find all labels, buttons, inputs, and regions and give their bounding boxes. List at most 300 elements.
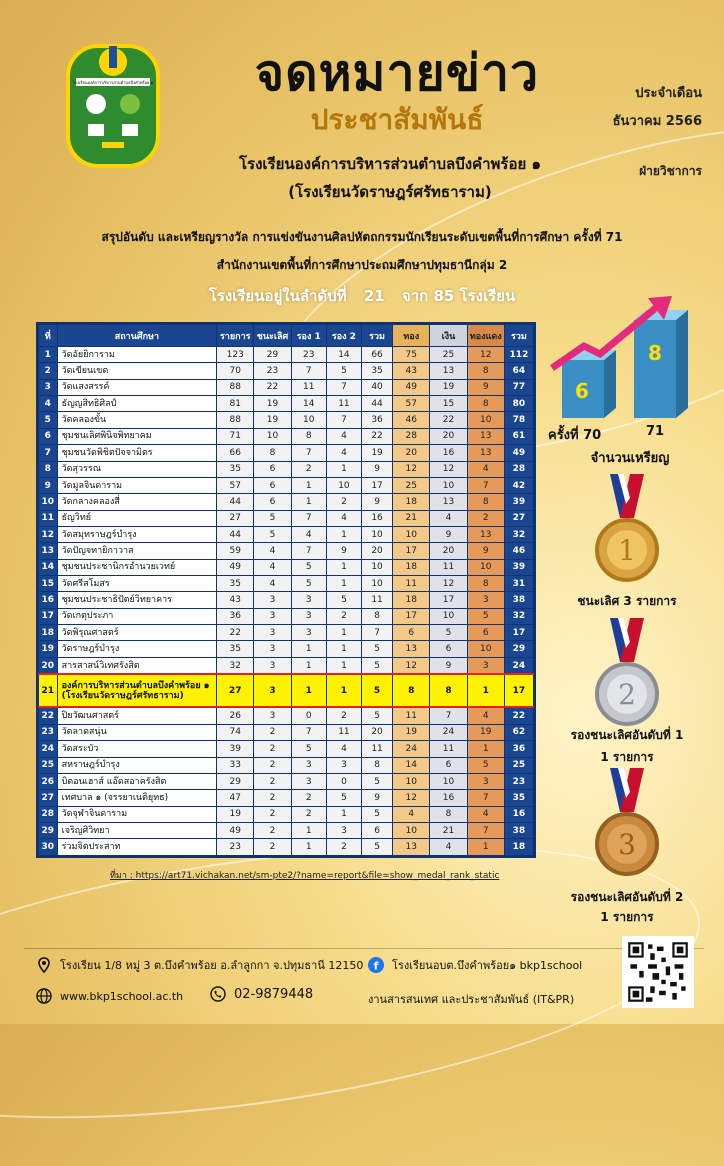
silver-cell: 10 bbox=[430, 608, 467, 624]
entries-cell: 32 bbox=[217, 657, 254, 674]
school-cell: สหราษฎร์บำรุง bbox=[57, 757, 216, 773]
silver-cell: 9 bbox=[430, 526, 467, 542]
school-cell: เจริญศิวิทยา bbox=[57, 822, 216, 838]
entries-cell: 36 bbox=[217, 608, 254, 624]
facebook-text[interactable]: โรงเรียนอบต.บึงคำพร้อย๑ bkp1school bbox=[392, 959, 583, 972]
website-text[interactable]: www.bkp1school.ac.th bbox=[60, 989, 184, 1003]
rank-cell: 11 bbox=[39, 510, 58, 526]
awards-total-cell: 40 bbox=[362, 379, 393, 395]
rank-cell: 5 bbox=[39, 412, 58, 428]
silver-cell: 5 bbox=[430, 625, 467, 641]
column-header: รวม bbox=[504, 325, 533, 347]
silver-cell: 8 bbox=[430, 806, 467, 822]
medal-total-cell: 80 bbox=[504, 396, 533, 412]
awards-total-cell: 66 bbox=[362, 347, 393, 363]
runner-up-1-cell: 7 bbox=[291, 363, 326, 379]
bronze-cell: 1 bbox=[467, 674, 504, 707]
school-cell: ชุมชนวัดพิชิตปัจจามิตร bbox=[57, 445, 216, 461]
table-row bbox=[39, 379, 534, 395]
gold-cell: 13 bbox=[393, 641, 430, 657]
school-name: โรงเรียนองค์การบริหารส่วนตำบลบึงคำพร้อย ๑ bbox=[238, 155, 542, 173]
school-cell: ธัญวิทย์ bbox=[57, 510, 216, 526]
runner-up-1-cell: 2 bbox=[291, 461, 326, 477]
bronze-caption-2: 1 รายการ bbox=[600, 910, 654, 924]
table-row bbox=[39, 477, 534, 493]
newsletter-title: จดหมายข่าว bbox=[254, 44, 540, 102]
gold-cell: 12 bbox=[393, 790, 430, 806]
bronze-cell: 4 bbox=[467, 806, 504, 822]
footer-website[interactable] bbox=[36, 988, 183, 1004]
column-header: รายการ bbox=[217, 325, 254, 347]
silver-caption-2: 1 รายการ bbox=[600, 750, 654, 764]
runner-up-1-cell: 1 bbox=[291, 477, 326, 493]
silver-cell: 8 bbox=[430, 674, 467, 707]
rank-cell: 29 bbox=[39, 822, 58, 838]
runner-up-1-cell: 2 bbox=[291, 790, 326, 806]
entries-cell: 22 bbox=[217, 625, 254, 641]
entries-cell: 71 bbox=[217, 428, 254, 444]
gold-cell: 6 bbox=[393, 625, 430, 641]
rank-cell: 10 bbox=[39, 494, 58, 510]
bronze-cell: 3 bbox=[467, 657, 504, 674]
table-row bbox=[39, 363, 534, 379]
bronze-cell: 4 bbox=[467, 707, 504, 724]
column-header: รวม bbox=[362, 325, 393, 347]
school-cell: ชุมชนประชาธิปัตย์วิทยาคาร bbox=[57, 592, 216, 608]
school-cell: วัดมูลจินดาราม bbox=[57, 477, 216, 493]
rank-cell: 9 bbox=[39, 477, 58, 493]
silver-medal-icon bbox=[582, 618, 672, 738]
silver-medal-number: 2 bbox=[618, 678, 636, 711]
entries-cell: 43 bbox=[217, 592, 254, 608]
runner-up-2-cell: 11 bbox=[326, 396, 361, 412]
runner-up-2-cell: 4 bbox=[326, 741, 361, 757]
gold-cell: 10 bbox=[393, 773, 430, 789]
first-place-cell: 10 bbox=[254, 428, 291, 444]
runner-up-1-cell: 14 bbox=[291, 396, 326, 412]
silver-cell: 9 bbox=[430, 657, 467, 674]
table-row bbox=[39, 674, 534, 707]
entries-cell: 70 bbox=[217, 363, 254, 379]
footer-credit bbox=[368, 990, 574, 1008]
awards-total-cell: 5 bbox=[362, 657, 393, 674]
first-place-cell: 5 bbox=[254, 510, 291, 526]
runner-up-1-cell: 7 bbox=[291, 445, 326, 461]
bronze-cell: 5 bbox=[467, 757, 504, 773]
gold-cell: 21 bbox=[393, 510, 430, 526]
runner-up-2-cell: 1 bbox=[326, 641, 361, 657]
facebook-icon bbox=[368, 957, 384, 973]
school-cell: บิดอนเฮาส์ แอ๊ดสอาครังสิต bbox=[57, 773, 216, 789]
entries-cell: 26 bbox=[217, 707, 254, 724]
school-cell: วัดศรีสโมสร bbox=[57, 576, 216, 592]
bronze-cell: 10 bbox=[467, 641, 504, 657]
logo-text: โรงเรียนองค์การบริหารส่วนตำบลบึงคำพร้อย ๑ bbox=[72, 80, 154, 85]
runner-up-1-cell: 3 bbox=[291, 625, 326, 641]
runner-up-2-cell: 5 bbox=[326, 363, 361, 379]
first-place-cell: 2 bbox=[254, 773, 291, 789]
entries-cell: 49 bbox=[217, 822, 254, 838]
runner-up-1-cell: 3 bbox=[291, 592, 326, 608]
address-text: โรงเรียน 1/8 หมู่ 3 ต.บึงคำพร้อย อ.ลำลูกกา จ.ปทุมธานี 12150 bbox=[60, 959, 364, 972]
bronze-cell: 6 bbox=[467, 625, 504, 641]
awards-total-cell: 20 bbox=[362, 543, 393, 559]
gold-medal-icon bbox=[582, 474, 672, 594]
school-cell: เทศบาล ๑ (จรรยาเนติยุทธ) bbox=[57, 790, 216, 806]
runner-up-1-cell: 1 bbox=[291, 494, 326, 510]
medal-total-cell: 22 bbox=[504, 707, 533, 724]
entries-cell: 23 bbox=[217, 839, 254, 856]
rank-number: 21 bbox=[363, 287, 385, 305]
medal-total-cell: 28 bbox=[504, 461, 533, 477]
bronze-medal-number: 3 bbox=[618, 828, 636, 861]
bronze-cell: 2 bbox=[467, 510, 504, 526]
gold-cell: 49 bbox=[393, 379, 430, 395]
runner-up-2-cell: 14 bbox=[326, 347, 361, 363]
bronze-cell: 10 bbox=[467, 412, 504, 428]
awards-total-cell: 5 bbox=[362, 674, 393, 707]
entries-cell: 44 bbox=[217, 526, 254, 542]
runner-up-2-cell: 2 bbox=[326, 608, 361, 624]
gold-cell: 4 bbox=[393, 806, 430, 822]
first-place-cell: 4 bbox=[254, 576, 291, 592]
medal-total-cell: 112 bbox=[504, 347, 533, 363]
awards-total-cell: 44 bbox=[362, 396, 393, 412]
first-place-cell: 2 bbox=[254, 757, 291, 773]
silver-cell: 11 bbox=[430, 741, 467, 757]
first-place-cell: 3 bbox=[254, 608, 291, 624]
table-row bbox=[39, 773, 534, 789]
silver-cell: 20 bbox=[430, 543, 467, 559]
entries-cell: 35 bbox=[217, 641, 254, 657]
silver-cell: 13 bbox=[430, 494, 467, 510]
rank-cell: 3 bbox=[39, 379, 58, 395]
entries-cell: 27 bbox=[217, 674, 254, 707]
bronze-cell: 13 bbox=[467, 445, 504, 461]
silver-cell: 25 bbox=[430, 347, 467, 363]
awards-total-cell: 5 bbox=[362, 641, 393, 657]
rank-cell: 1 bbox=[39, 347, 58, 363]
runner-up-2-cell: 11 bbox=[326, 724, 361, 740]
rank-of: จาก 85 โรงเรียน bbox=[401, 287, 516, 305]
rank-cell: 4 bbox=[39, 396, 58, 412]
table-row bbox=[39, 445, 534, 461]
table-row bbox=[39, 657, 534, 674]
bronze-cell: 4 bbox=[467, 461, 504, 477]
runner-up-2-cell: 7 bbox=[326, 412, 361, 428]
first-place-cell: 19 bbox=[254, 396, 291, 412]
runner-up-2-cell: 1 bbox=[326, 526, 361, 542]
runner-up-2-cell: 4 bbox=[326, 510, 361, 526]
column-header: ทองแดง bbox=[467, 325, 504, 347]
school-cell: วัดแสงสรรค์ bbox=[57, 379, 216, 395]
first-place-cell: 3 bbox=[254, 625, 291, 641]
rank-cell: 23 bbox=[39, 724, 58, 740]
table-row bbox=[39, 559, 534, 575]
bronze-cell: 5 bbox=[467, 608, 504, 624]
phone-text[interactable]: 02-9879448 bbox=[234, 986, 314, 1002]
entries-cell: 88 bbox=[217, 412, 254, 428]
first-place-cell: 6 bbox=[254, 477, 291, 493]
awards-total-cell: 6 bbox=[362, 822, 393, 838]
bronze-cell: 13 bbox=[467, 428, 504, 444]
medal-total-cell: 46 bbox=[504, 543, 533, 559]
gold-caption: ชนะเลิศ 3 รายการ bbox=[577, 594, 677, 608]
rank-cell: 24 bbox=[39, 741, 58, 757]
silver-cell: 11 bbox=[430, 559, 467, 575]
medal-total-cell: 23 bbox=[504, 773, 533, 789]
runner-up-1-cell: 1 bbox=[291, 839, 326, 856]
entries-cell: 66 bbox=[217, 445, 254, 461]
first-place-cell: 2 bbox=[254, 724, 291, 740]
table-row bbox=[39, 839, 534, 856]
school-cell: ธัญญสิทธิศิลป์ bbox=[57, 396, 216, 412]
rank-cell: 28 bbox=[39, 806, 58, 822]
bronze-cell: 10 bbox=[467, 559, 504, 575]
runner-up-1-cell: 1 bbox=[291, 641, 326, 657]
awards-total-cell: 5 bbox=[362, 806, 393, 822]
awards-total-cell: 22 bbox=[362, 428, 393, 444]
first-place-cell: 3 bbox=[254, 657, 291, 674]
gold-cell: 19 bbox=[393, 724, 430, 740]
silver-cell: 21 bbox=[430, 822, 467, 838]
school-cell: ร่วมจิตประสาท bbox=[57, 839, 216, 856]
awards-total-cell: 17 bbox=[362, 477, 393, 493]
table-header-row bbox=[39, 325, 534, 347]
medal-total-cell: 17 bbox=[504, 625, 533, 641]
first-place-cell: 4 bbox=[254, 543, 291, 559]
medal-total-cell: 42 bbox=[504, 477, 533, 493]
silver-cell: 20 bbox=[430, 428, 467, 444]
footer-phone[interactable] bbox=[210, 986, 313, 1002]
gold-cell: 11 bbox=[393, 707, 430, 724]
bronze-cell: 9 bbox=[467, 543, 504, 559]
first-place-cell: 3 bbox=[254, 641, 291, 657]
first-place-cell: 3 bbox=[254, 707, 291, 724]
first-place-cell: 2 bbox=[254, 822, 291, 838]
runner-up-2-cell: 1 bbox=[326, 674, 361, 707]
entries-cell: 81 bbox=[217, 396, 254, 412]
runner-up-2-cell: 9 bbox=[326, 543, 361, 559]
issue-label: ประจำเดือน bbox=[635, 86, 702, 101]
school-cell: วัดสมุทราษฎร์บำรุง bbox=[57, 526, 216, 542]
phone-icon bbox=[210, 986, 226, 1002]
location-pin-icon bbox=[36, 957, 52, 973]
bronze-cell: 8 bbox=[467, 576, 504, 592]
entries-cell: 49 bbox=[217, 559, 254, 575]
runner-up-2-cell: 2 bbox=[326, 494, 361, 510]
rank-cell: 27 bbox=[39, 790, 58, 806]
bronze-cell: 1 bbox=[467, 839, 504, 856]
bronze-cell: 19 bbox=[467, 724, 504, 740]
gold-cell: 46 bbox=[393, 412, 430, 428]
awards-total-cell: 19 bbox=[362, 445, 393, 461]
bar-71-side bbox=[676, 310, 688, 418]
school-cell: ชุมชนประชานิกรอำนวยเวทย์ bbox=[57, 559, 216, 575]
first-place-cell: 6 bbox=[254, 494, 291, 510]
school-logo bbox=[66, 40, 160, 170]
column-header: ทอง bbox=[393, 325, 430, 347]
runner-up-1-cell: 7 bbox=[291, 543, 326, 559]
rank-cell: 30 bbox=[39, 839, 58, 856]
table-row bbox=[39, 412, 534, 428]
rank-cell: 15 bbox=[39, 576, 58, 592]
bronze-caption-1: รองชนะเลิศอันดับที่ 2 bbox=[570, 890, 684, 904]
silver-cell: 12 bbox=[430, 461, 467, 477]
table-row bbox=[39, 543, 534, 559]
footer-facebook[interactable] bbox=[368, 956, 582, 974]
school-cell: วัดลาดสนุ่น bbox=[57, 724, 216, 740]
school-cell: วัดเกตุประภา bbox=[57, 608, 216, 624]
gold-cell: 11 bbox=[393, 576, 430, 592]
runner-up-2-cell: 1 bbox=[326, 559, 361, 575]
department-label: ฝ่ายวิชาการ bbox=[639, 164, 702, 178]
gold-cell: 20 bbox=[393, 445, 430, 461]
awards-total-cell: 36 bbox=[362, 412, 393, 428]
awards-total-cell: 16 bbox=[362, 510, 393, 526]
silver-cell: 4 bbox=[430, 839, 467, 856]
silver-cell: 24 bbox=[430, 724, 467, 740]
table-row bbox=[39, 526, 534, 542]
awards-total-cell: 10 bbox=[362, 559, 393, 575]
rank-cell: 20 bbox=[39, 657, 58, 674]
medal-total-cell: 35 bbox=[504, 790, 533, 806]
runner-up-1-cell: 7 bbox=[291, 724, 326, 740]
gold-cell: 12 bbox=[393, 657, 430, 674]
column-header: รอง 1 bbox=[291, 325, 326, 347]
runner-up-1-cell: 7 bbox=[291, 510, 326, 526]
rank-cell: 8 bbox=[39, 461, 58, 477]
entries-cell: 44 bbox=[217, 494, 254, 510]
entries-cell: 47 bbox=[217, 790, 254, 806]
gold-cell: 18 bbox=[393, 592, 430, 608]
gold-cell: 10 bbox=[393, 526, 430, 542]
gold-cell: 24 bbox=[393, 741, 430, 757]
entries-cell: 39 bbox=[217, 741, 254, 757]
column-header: ที่ bbox=[39, 325, 58, 347]
globe-icon bbox=[36, 988, 52, 1004]
school-cell: องค์การบริหารส่วนตำบลบึงคำพร้อย ๑ (โรงเรียนวัดราษฎร์ศรัทธาราม) bbox=[57, 674, 216, 707]
runner-up-1-cell: 5 bbox=[291, 576, 326, 592]
chart-label-71: 71 bbox=[646, 424, 665, 439]
entries-cell: 88 bbox=[217, 379, 254, 395]
school-cell: วัดคลองขั้น bbox=[57, 412, 216, 428]
gold-cell: 75 bbox=[393, 347, 430, 363]
school-cell: สารสาสน์วิเทศรังสิต bbox=[57, 657, 216, 674]
school-cell: ปิยวัฒนศาสตร์ bbox=[57, 707, 216, 724]
newsletter-subtitle: ประชาสัมพันธ์ bbox=[310, 103, 484, 136]
rank-cell: 14 bbox=[39, 559, 58, 575]
runner-up-1-cell: 5 bbox=[291, 559, 326, 575]
runner-up-2-cell: 1 bbox=[326, 625, 361, 641]
runner-up-1-cell: 5 bbox=[291, 741, 326, 757]
table-row bbox=[39, 757, 534, 773]
column-header: ชนะเลิศ bbox=[254, 325, 291, 347]
gold-cell: 17 bbox=[393, 608, 430, 624]
medal-total-cell: 39 bbox=[504, 559, 533, 575]
bar-71 bbox=[634, 320, 676, 418]
awards-total-cell: 7 bbox=[362, 625, 393, 641]
svg-text:f: f bbox=[373, 959, 379, 973]
runner-up-1-cell: 3 bbox=[291, 757, 326, 773]
silver-cell: 16 bbox=[430, 445, 467, 461]
table-row bbox=[39, 741, 534, 757]
medal-total-cell: 62 bbox=[504, 724, 533, 740]
first-place-cell: 22 bbox=[254, 379, 291, 395]
summary-line-2: สำนักงานเขตพื้นที่การศึกษาประถมศึกษาปทุมธานีกลุ่ม 2 bbox=[216, 258, 508, 272]
footer-divider bbox=[24, 948, 704, 949]
source-link[interactable]: ที่มา : https://art71.vichakan.net/sm-pte2/?name=report&file=show_medal_rank_static bbox=[110, 871, 500, 881]
runner-up-2-cell: 3 bbox=[326, 822, 361, 838]
medal-total-cell: 77 bbox=[504, 379, 533, 395]
silver-cell: 10 bbox=[430, 773, 467, 789]
school-cell: วัดสระบัว bbox=[57, 741, 216, 757]
table-row bbox=[39, 608, 534, 624]
silver-cell: 10 bbox=[430, 477, 467, 493]
school-cell: วัดพิรุณศาสตร์ bbox=[57, 625, 216, 641]
table-row bbox=[39, 707, 534, 724]
medal-total-cell: 31 bbox=[504, 576, 533, 592]
first-place-cell: 2 bbox=[254, 806, 291, 822]
bronze-cell: 7 bbox=[467, 790, 504, 806]
bronze-cell: 13 bbox=[467, 526, 504, 542]
bronze-cell: 8 bbox=[467, 396, 504, 412]
medal-total-cell: 16 bbox=[504, 806, 533, 822]
awards-total-cell: 11 bbox=[362, 592, 393, 608]
medal-total-cell: 24 bbox=[504, 657, 533, 674]
table-row bbox=[39, 822, 534, 838]
bronze-cell: 8 bbox=[467, 494, 504, 510]
awards-total-cell: 11 bbox=[362, 741, 393, 757]
column-header: เงิน bbox=[430, 325, 467, 347]
runner-up-1-cell: 0 bbox=[291, 707, 326, 724]
school-cell: วัดจุฬาจินดาราม bbox=[57, 806, 216, 822]
bar-70-label: 6 bbox=[575, 379, 589, 403]
runner-up-2-cell: 1 bbox=[326, 806, 361, 822]
gold-cell: 10 bbox=[393, 822, 430, 838]
entries-cell: 19 bbox=[217, 806, 254, 822]
medal-total-cell: 36 bbox=[504, 741, 533, 757]
rank-cell: 13 bbox=[39, 543, 58, 559]
bronze-cell: 1 bbox=[467, 741, 504, 757]
runner-up-2-cell: 2 bbox=[326, 707, 361, 724]
school-cell: วัดปัญจทายิกาวาส bbox=[57, 543, 216, 559]
rank-prefix: โรงเรียนอยู่ในลำดับที่ bbox=[208, 287, 347, 305]
silver-cell: 16 bbox=[430, 790, 467, 806]
medal-total-cell: 27 bbox=[504, 510, 533, 526]
table-row bbox=[39, 576, 534, 592]
bronze-cell: 12 bbox=[467, 347, 504, 363]
qr-code[interactable] bbox=[622, 936, 694, 1008]
table-row bbox=[39, 790, 534, 806]
runner-up-2-cell: 1 bbox=[326, 576, 361, 592]
first-place-cell: 4 bbox=[254, 559, 291, 575]
bronze-cell: 9 bbox=[467, 379, 504, 395]
awards-total-cell: 5 bbox=[362, 707, 393, 724]
medal-total-cell: 18 bbox=[504, 839, 533, 856]
table-row bbox=[39, 461, 534, 477]
first-place-cell: 29 bbox=[254, 347, 291, 363]
footer-address bbox=[36, 956, 363, 974]
silver-cell: 12 bbox=[430, 576, 467, 592]
bronze-medal-icon bbox=[582, 768, 672, 888]
gold-cell: 28 bbox=[393, 428, 430, 444]
table-row bbox=[39, 641, 534, 657]
runner-up-2-cell: 1 bbox=[326, 657, 361, 674]
rank-cell: 17 bbox=[39, 608, 58, 624]
first-place-cell: 19 bbox=[254, 412, 291, 428]
gold-cell: 57 bbox=[393, 396, 430, 412]
